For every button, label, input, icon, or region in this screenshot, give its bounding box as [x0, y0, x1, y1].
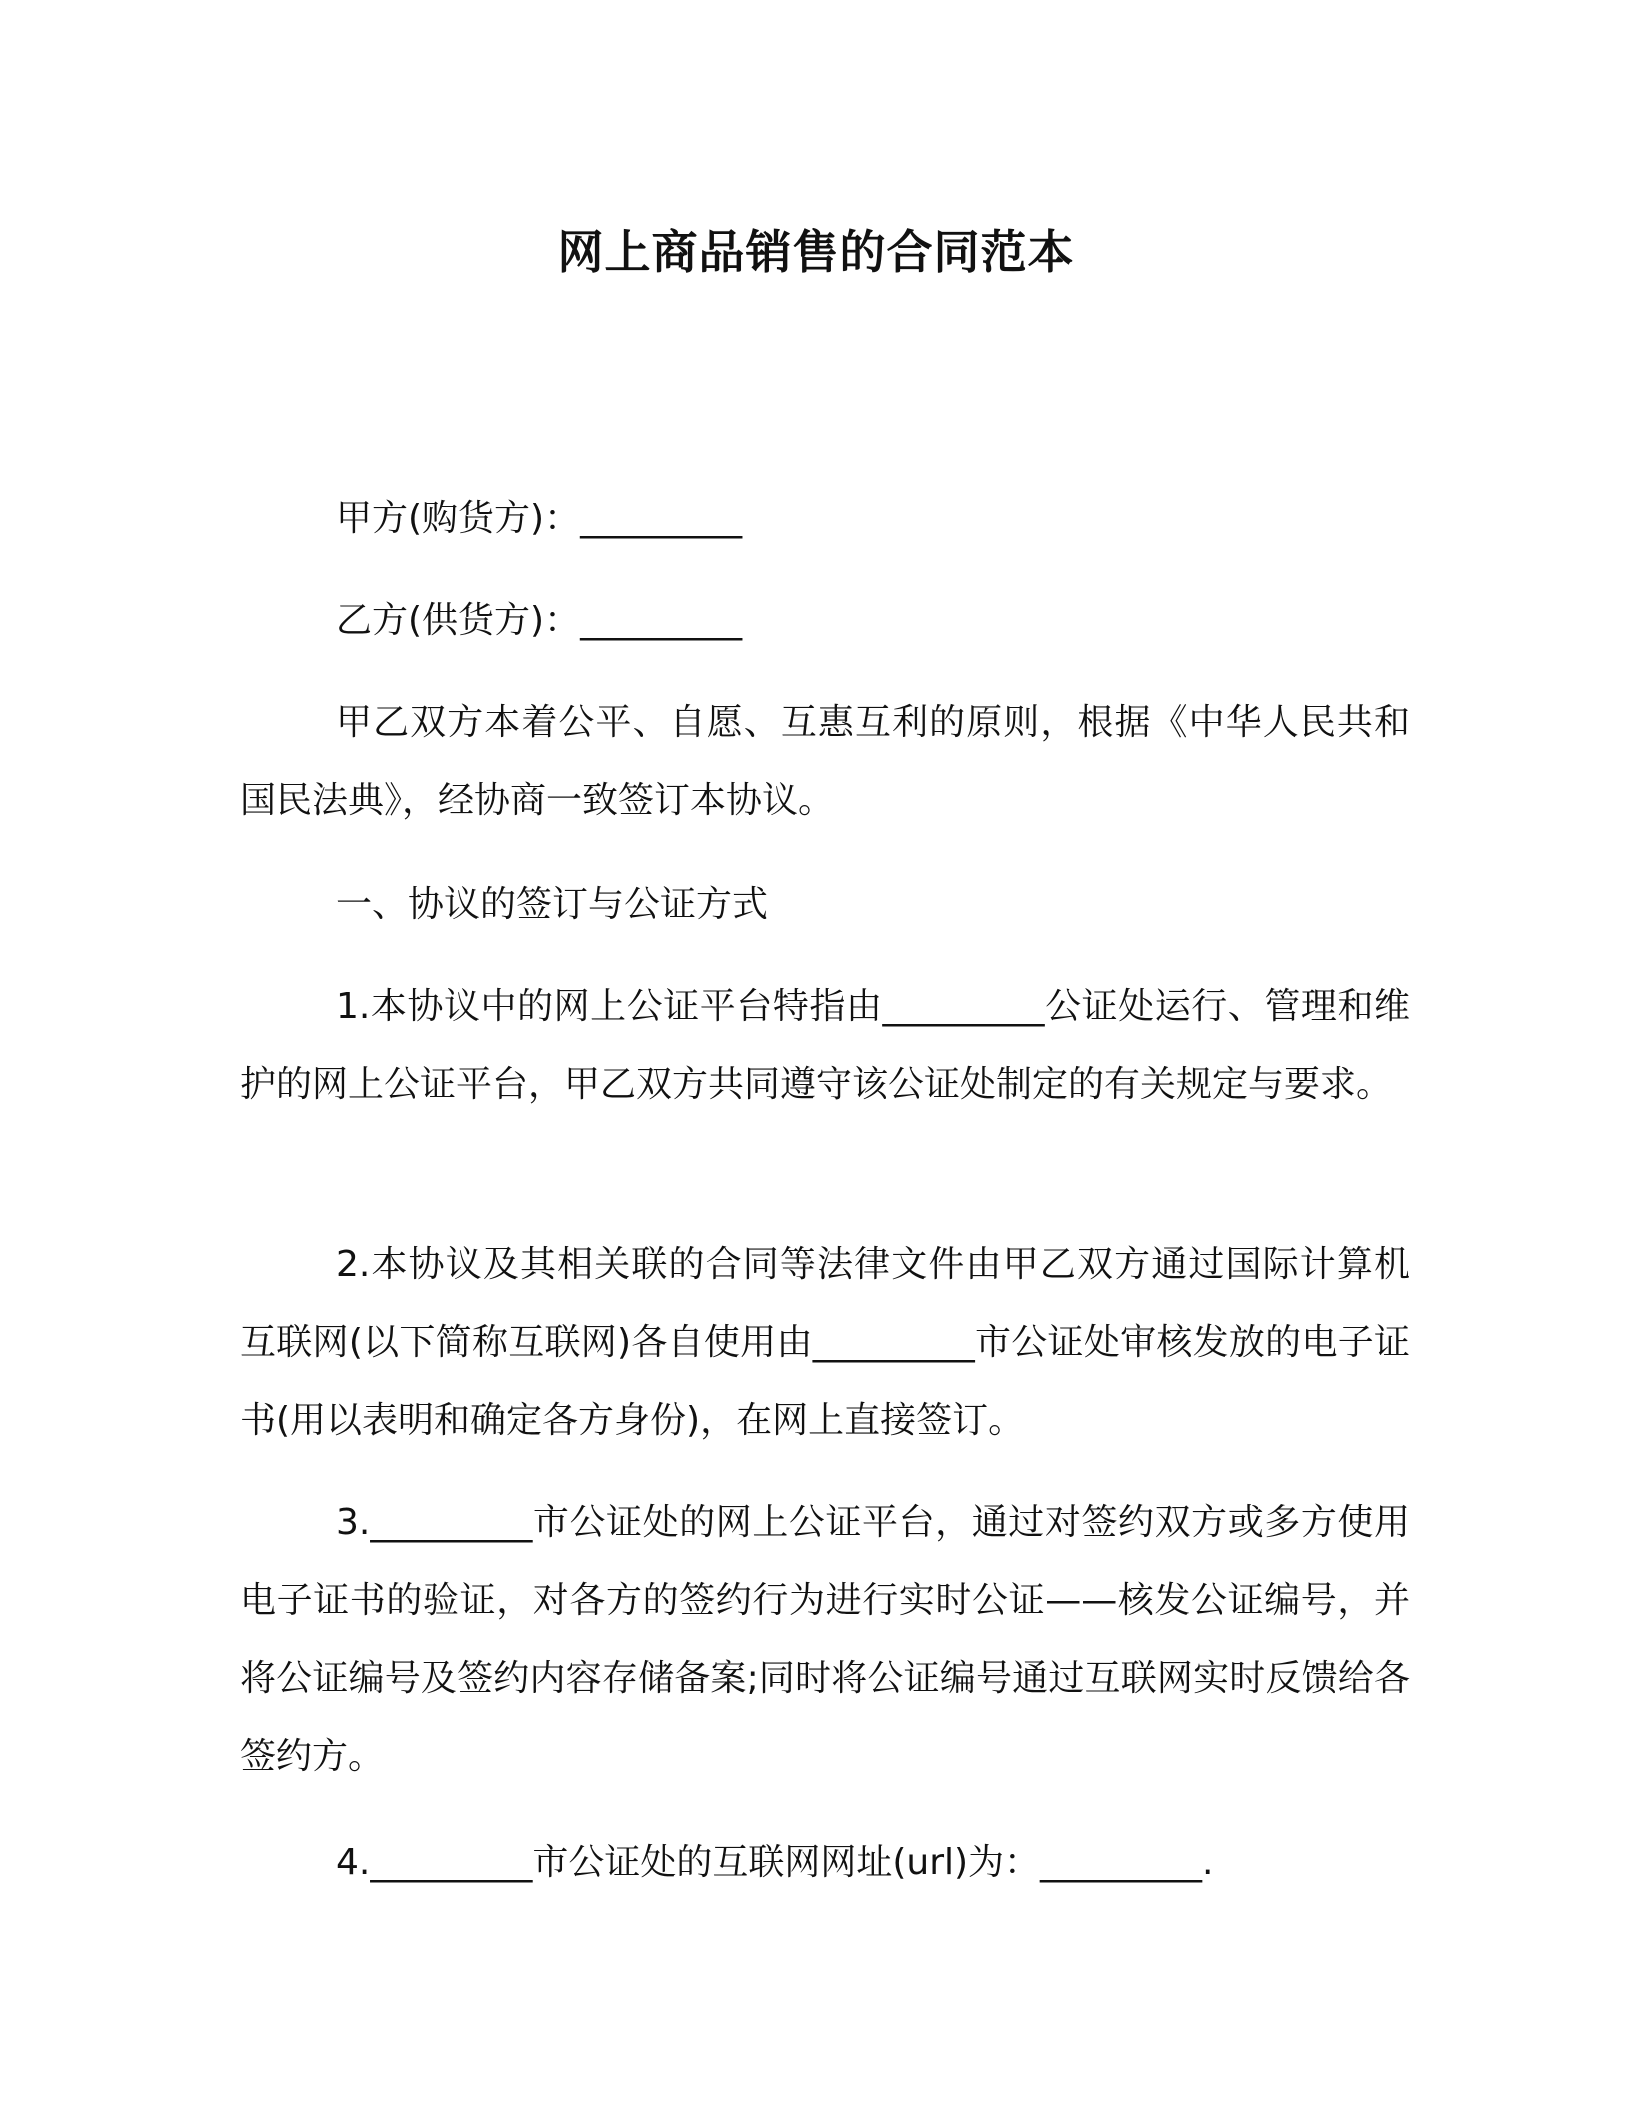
section-1-heading: 一、协议的签订与公证方式: [336, 884, 769, 925]
party-b-line: 乙方(供货方)：_________: [336, 600, 743, 641]
clause-3-paragraph: 3._________市公证处的网上公证平台，通过对签约双方或多方使用电子证书的验证，对各方的签约行为进行实时公证——核发公证编号，并将公证编号及签约内容存储备案;同时将公证编号通过互联网实时反馈给各签约方。: [240, 1502, 1410, 1777]
preamble-paragraph: 甲乙双方本着公平、自愿、互惠互利的原则，根据《中华人民共和国民法典》，经协商一致签订本协议。: [240, 702, 1410, 821]
clause-2-paragraph: 2.本协议及其相关联的合同等法律文件由甲乙双方通过国际计算机互联网(以下简称互联网)各自使用由_________市公证处审核发放的电子证书(用以表明和确定各方身份)，在网上直接签订。: [240, 1244, 1410, 1441]
document-title: 网上商品销售的合同范本: [557, 225, 1075, 279]
clause-4-paragraph: 4._________市公证处的互联网网址(url)为：_________.: [336, 1842, 1214, 1883]
party-a-line: 甲方(购货方)：_________: [336, 498, 743, 539]
clause-1-paragraph: 1.本协议中的网上公证平台特指由_________公证处运行、管理和维护的网上公证平台，甲乙双方共同遵守该公证处制定的有关规定与要求。: [240, 986, 1410, 1105]
